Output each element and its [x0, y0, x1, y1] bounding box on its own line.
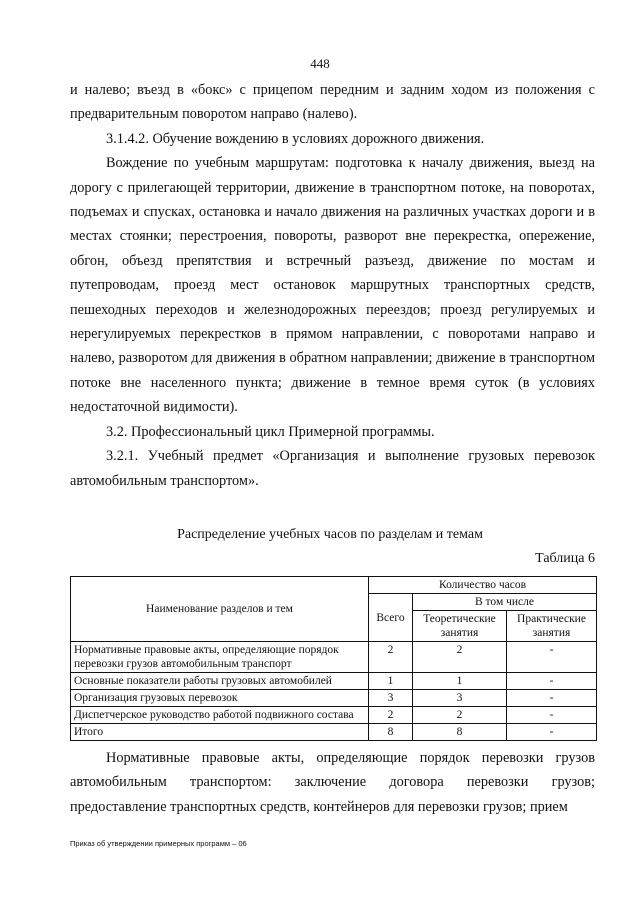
row-name: Организация грузовых перевозок [71, 690, 369, 707]
row-theory: 3 [413, 690, 507, 707]
header-including: В том числе [413, 594, 597, 611]
table-total-row [71, 724, 597, 741]
header-total: Всего [369, 594, 413, 642]
row-name: Нормативные правовые акты, определяющие порядок перевозки грузов автомобильным транспорт [71, 642, 369, 673]
total-row-name: Итого [71, 724, 369, 741]
row-practice: - [507, 642, 597, 673]
table-row [71, 642, 597, 673]
body-text-bottom [70, 746, 595, 819]
table-row [71, 673, 597, 690]
paragraph: и налево; въезд в «бокс» с прицепом передним и задним ходом из положения с предварительным поворотом направо (налево). [70, 82, 595, 123]
header-practice: Практические занятия [507, 611, 597, 642]
table-row [71, 690, 597, 707]
table-label: Таблица 6 [535, 551, 595, 566]
total-row-practice: - [507, 724, 597, 741]
row-theory: 2 [413, 707, 507, 724]
paragraph: Вождение по учебным маршрутам: подготовка к началу движения, выезд на дорогу с прилегающей территории, движение в транспортном потоке, на поворотах, подъемах и спусках, остановка и начало движения на различных участках дороги и в местах стоянки; перестроения, повороты, разворот вне перекрестка, опережение, обгон, объезд препятствия и встречный разъезд, движение по мостам и путепроводам, проезд мест остановок маршрутных транспортных средств, пешеходных переходов и железнодорожных переездов; проезд регулируемых и нерегулируемых перекрестков в прямом направлении, с поворотами направо и налево, разворотом для движения в обратном направлении; движение в транспортном потоке вне населенного пункта; движение в темное время суток (в условиях недостаточной видимости). [70, 155, 595, 416]
row-total: 3 [369, 690, 413, 707]
table-row [71, 707, 597, 724]
row-practice: - [507, 690, 597, 707]
paragraph: Нормативные правовые акты, определяющие порядок перевозки грузов автомобильным транспортом: заключение договора перевозки грузов; предоставление транспортных средств, контейнеров для перевозки грузов; прием [70, 750, 595, 815]
footer-note: Приказ об утверждении примерных программ – 06 [70, 839, 247, 848]
row-practice: - [507, 673, 597, 690]
row-practice: - [507, 707, 597, 724]
header-hours: Количество часов [369, 577, 597, 594]
total-row-theory: 8 [413, 724, 507, 741]
header-theory: Теоретические занятия [413, 611, 507, 642]
row-theory: 2 [413, 642, 507, 673]
row-total: 1 [369, 673, 413, 690]
page-number: 448 [310, 56, 330, 71]
row-theory: 1 [413, 673, 507, 690]
table-title: Распределение учебных часов по разделам и темам [177, 527, 483, 542]
row-total: 2 [369, 707, 413, 724]
row-name: Основные показатели работы грузовых автомобилей [71, 673, 369, 690]
paragraph: 3.1.4.2. Обучение вождению в условиях дорожного движения. [106, 130, 485, 147]
total-row-total: 8 [369, 724, 413, 741]
paragraph: 3.2.1. Учебный предмет «Организация и выполнение грузовых перевозок автомобильным транспортом». [70, 448, 595, 489]
body-text-top [70, 78, 595, 493]
row-total: 2 [369, 642, 413, 673]
paragraph: 3.2. Профессиональный цикл Примерной программы. [106, 423, 435, 440]
row-name: Диспетчерское руководство работой подвижного состава [71, 707, 369, 724]
header-name: Наименование разделов и тем [71, 577, 369, 642]
hours-table [70, 576, 597, 741]
